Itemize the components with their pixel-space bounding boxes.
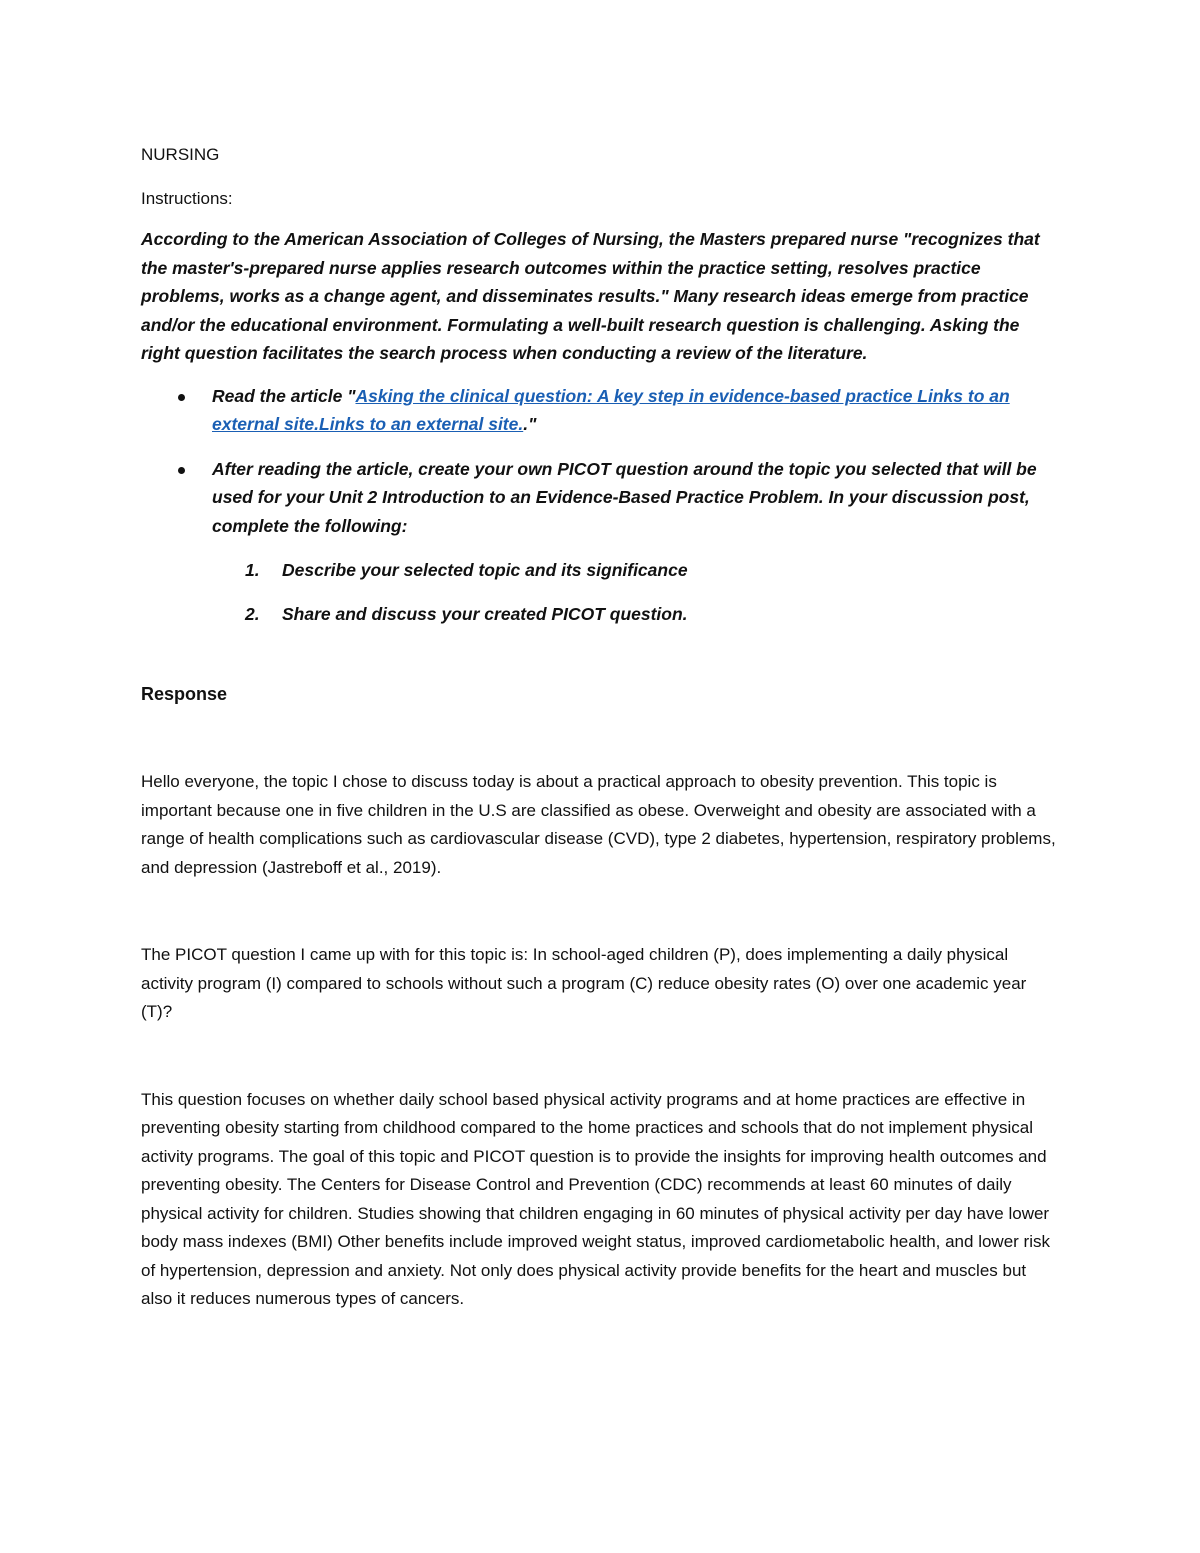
- bullet-read-article: [141, 382, 1061, 439]
- document-page: [141, 140, 1061, 1314]
- bullet-read-prefix: Read the article ": [212, 385, 356, 406]
- instructions-label: Instructions:: [141, 189, 233, 208]
- subject-title: NURSING: [141, 145, 220, 164]
- bullet-read-suffix: .": [523, 414, 537, 434]
- response-paragraph: Hello everyone, the topic I chose to discuss today is about a practical approach to obesity prevention. This topic is important because one in five children in the U.S are classified as obese. Overweight and obesity are associated with a range of health complications such as cardiovascular disease (CVD), type 2 diabetes, hypertension, respiratory problems, and depression (Jastreboff et al., 2019).: [141, 772, 1056, 877]
- bullet-dot-icon: [178, 467, 185, 474]
- step-number: 2.: [245, 603, 260, 624]
- instructions-bullets: [141, 382, 1061, 629]
- article-link[interactable]: Asking the clinical question: A key step in evidence-based practice Links to an external site.Links to an external site.: [212, 385, 1010, 434]
- step-item: [212, 600, 1061, 629]
- bullet-create-picot: [141, 455, 1061, 629]
- instructions-intro: According to the American Association of Colleges of Nursing, the Masters prepared nurse "recognizes that the master's-prepared nurse applies research outcomes within the practice setting, resolves practice problems, works as a change agent, and disseminates results." Many research ideas emerge from practice and/or the educational environment. Formulating a well-built research question is challenging. Asking the right question facilitates the search process when conducting a review of the literature.: [141, 229, 1040, 363]
- response-paragraph: This question focuses on whether daily school based physical activity programs and at home practices are effective in preventing obesity starting from childhood compared to the home practices and schools that do not implement physical activity programs. The goal of this topic and PICOT question is to provide the insights for improving health outcomes and preventing obesity. The Centers for Disease Control and Prevention (CDC) recommends at least 60 minutes of daily physical activity for children. Studies showing that children engaging in 60 minutes of physical activity per day have lower body mass indexes (BMI) Other benefits include improved weight status, improved cardiometabolic health, and lower risk of hypertension, depression and anxiety. Not only does physical activity provide benefits for the heart and muscles but also it reduces numerous types of cancers.: [141, 1089, 1050, 1308]
- bullet-dot-icon: [178, 394, 185, 401]
- step-text: Describe your selected topic and its significance: [282, 560, 688, 580]
- step-number: 1.: [245, 560, 260, 580]
- step-item: [212, 556, 1061, 585]
- response-paragraph: The PICOT question I came up with for this topic is: In school-aged children (P), does implementing a daily physical activity program (I) compared to schools without such a program (C) reduce obesity rates (O) over one academic year (T)?: [141, 945, 1027, 1021]
- steps-list: [212, 556, 1061, 628]
- response-heading: Response: [141, 684, 228, 704]
- bullet-create-text: After reading the article, create your own PICOT question around the topic you selected that will be used for your Unit 2 Introduction to an Evidence-Based Practice Problem. In your discussion post, complete the following:: [212, 458, 1037, 536]
- step-text: Share and discuss your created PICOT question.: [282, 603, 688, 624]
